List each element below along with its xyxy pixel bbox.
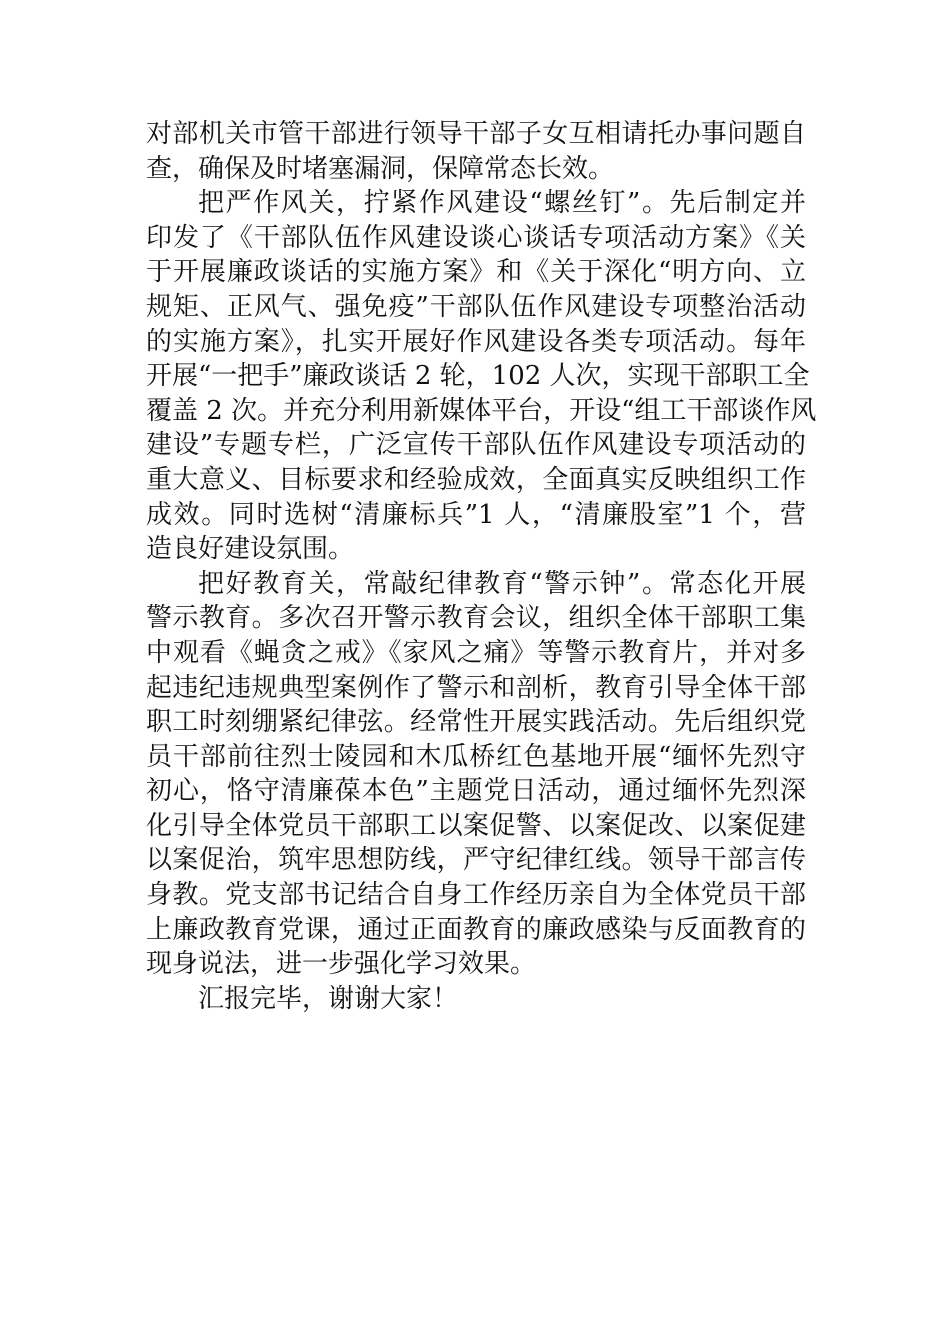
text-line: 起违纪违规典型案例作了警示和剖析，教育引导全体干部 — [146, 672, 806, 703]
text-line: 查，确保及时堵塞漏洞，保障常态长效。 — [146, 153, 615, 184]
text-line: 身教。党支部书记结合自身工作经历亲自为全体党员干部 — [146, 880, 806, 911]
paragraph-first-line: 把好教育关，常敲纪律教育“警示钟”。常态化开展 — [198, 568, 806, 599]
text-line: 开展“一把手”廉政谈话 2 轮，102 人次，实现干部职工全 — [146, 361, 810, 392]
text-line: 化引导全体党员干部职工以案促警、以案促改、以案促建 — [146, 810, 806, 841]
text-line: 造良好建设氛围。 — [146, 534, 355, 565]
text-line: 覆盖 2 次。并充分利用新媒体平台，开设“组工干部谈作风 — [146, 395, 817, 426]
text-line: 职工时刻绷紧纪律弦。经常性开展实践活动。先后组织党 — [146, 707, 806, 738]
document-body — [146, 117, 817, 1016]
text-line: 建设”专题专栏，广泛宣传干部队伍作风建设专项活动的 — [146, 430, 806, 461]
text-line: 中观看《蝇贪之戒》《家风之痛》等警示教育片，并对多 — [146, 637, 806, 668]
text-line: 上廉政教育党课，通过正面教育的廉政感染与反面教育的 — [146, 914, 806, 945]
closing-line: 汇报完毕，谢谢大家！ — [198, 983, 459, 1014]
text-line: 印发了《干部队伍作风建设谈心谈话专项活动方案》《关 — [146, 222, 806, 253]
text-line: 对部机关市管干部进行领导干部子女互相请托办事问题自 — [146, 119, 806, 149]
text-line: 警示教育。多次召开警示教育会议，组织全体干部职工集 — [146, 603, 806, 634]
text-line: 重大意义、目标要求和经验成效，全面真实反映组织工作 — [146, 464, 806, 495]
text-line: 以案促治，筑牢思想防线，严守纪律红线。领导干部言传 — [146, 845, 806, 876]
text-line: 现身说法，进一步强化学习效果。 — [146, 949, 537, 980]
text-line: 规矩、正风气、强免疫”干部队伍作风建设专项整治活动 — [146, 291, 806, 322]
text-line: 初心，恪守清廉葆本色”主题党日活动，通过缅怀先烈深 — [146, 776, 806, 807]
text-line: 员干部前往烈士陵园和木瓜桥红色基地开展“缅怀先烈守 — [146, 741, 806, 772]
text-line: 成效。同时选树“清廉标兵”1 人，“清廉股室”1 个，营 — [146, 499, 806, 530]
paragraph-first-line: 把严作风关，拧紧作风建设“螺丝钉”。先后制定并 — [198, 188, 806, 219]
text-line: 的实施方案》，扎实开展好作风建设各类专项活动。每年 — [146, 326, 806, 357]
text-line: 于开展廉政谈话的实施方案》和《关于深化“明方向、立 — [146, 257, 806, 288]
